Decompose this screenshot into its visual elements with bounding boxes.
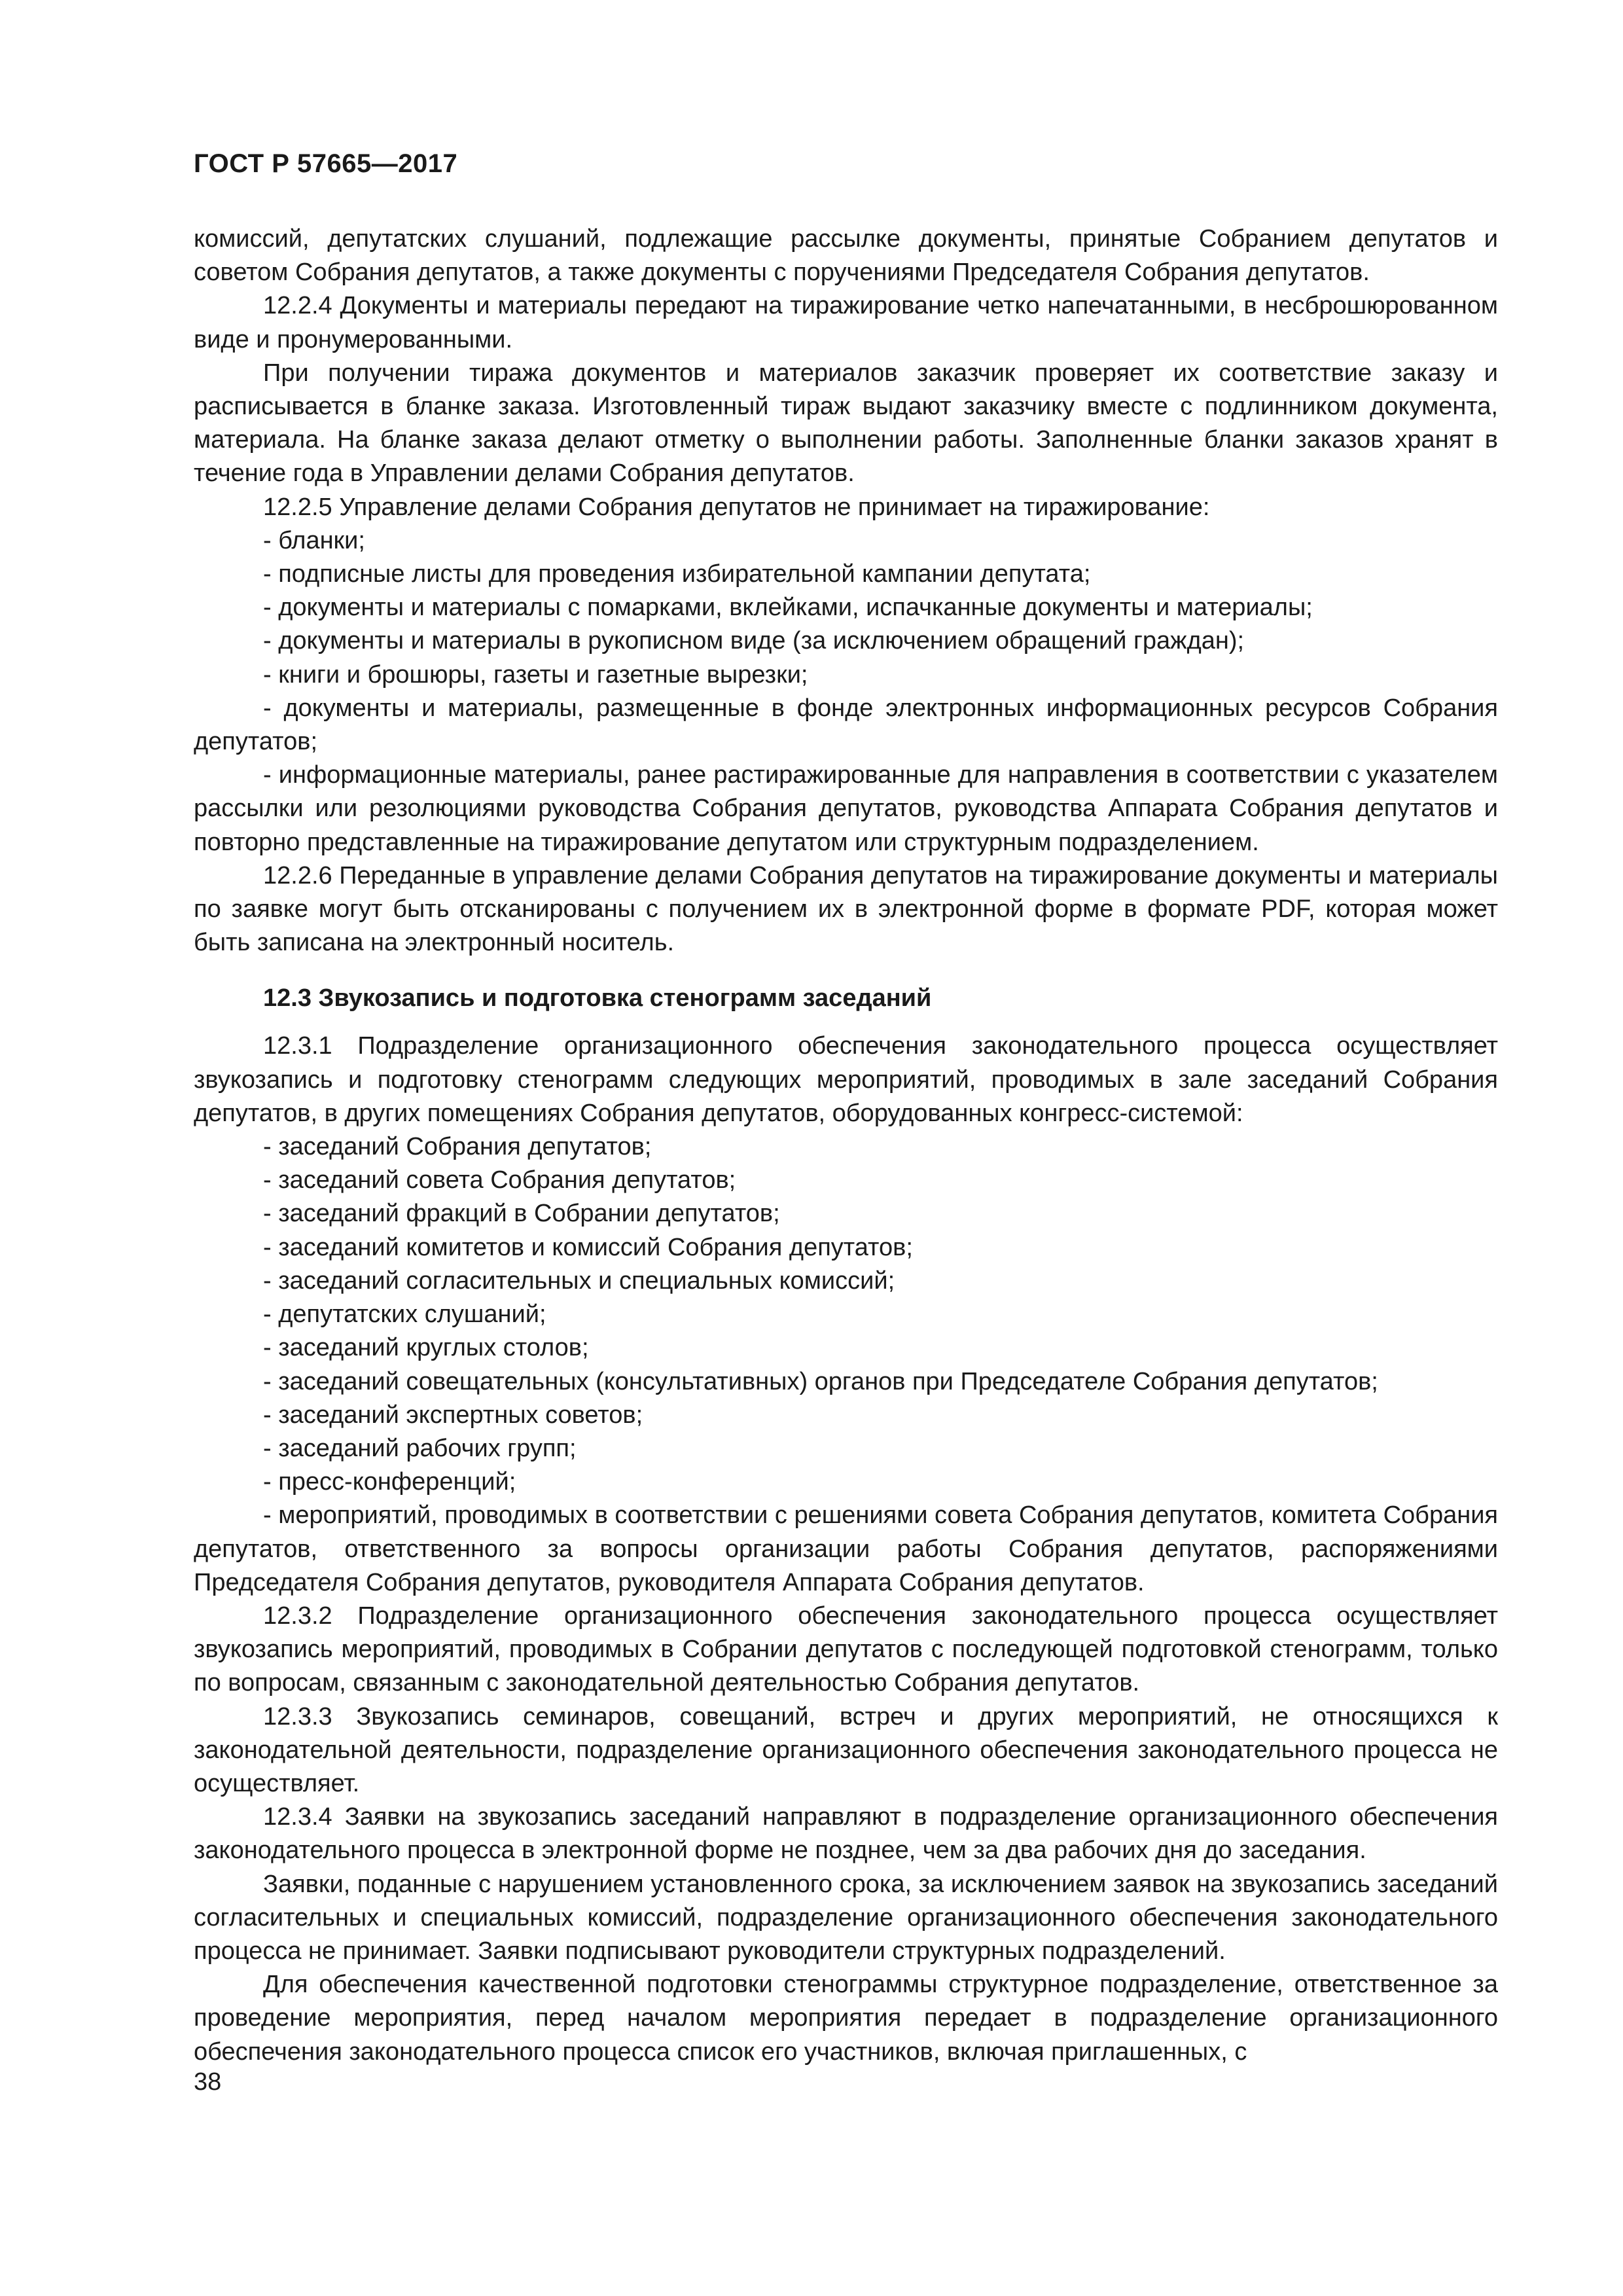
paragraph-12-2-5: 12.2.5 Управление делами Собрания депутатов не принимает на тиражирование: bbox=[263, 493, 1210, 521]
section-heading: 12.3 Звукозапись и подготовка стенограмм заседаний bbox=[263, 984, 932, 1013]
paragraph-12-3-2: 12.3.2 Подразделение организационного обеспечения законодательного процесса осуществляет звукозапись мероприятий, проводимых в Собрании депутатов с последующей подготовкой стенограмм, только по вопросам, связанным с законодательной деятельностью Собрания депутатов. bbox=[194, 1602, 1498, 1697]
paragraph-12-2-6: 12.2.6 Переданные в управление делами Собрания депутатов на тиражирование документы и материалы по заявке могут быть отсканированы с получением их в электронной форме в формате PDF, которая может быть записана на электронный носитель. bbox=[194, 861, 1498, 957]
paragraph: комиссий, депутатских слушаний, подлежащие рассылке документы, принятые Собранием депутатов и советом Собрания депутатов, а также документы с поручениями Председателя Собрания депутатов. bbox=[194, 225, 1498, 287]
list-item: - подписные листы для проведения избирательной кампании депутата; bbox=[263, 560, 1091, 588]
list-item: - депутатских слушаний; bbox=[263, 1300, 546, 1329]
list-item: - заседаний Собрания депутатов; bbox=[263, 1133, 652, 1161]
list-item: - заседаний фракций в Собрании депутатов; bbox=[263, 1200, 780, 1228]
list-item: - заседаний экспертных советов; bbox=[263, 1401, 643, 1429]
paragraph: Для обеспечения качественной подготовки стенограммы структурное подразделение, ответственное за проведение мероприятия, перед началом мероприятия передает в подразделение организационного обеспечения законодательного процесса список его участников, включая приглашенных, с bbox=[194, 1971, 1498, 2066]
list-item: - заседаний совещательных (консультативных) органов при Председателе Собрания депутатов; bbox=[263, 1367, 1378, 1395]
list-item: - документы и материалы с помарками, вклейками, испачканные документы и материалы; bbox=[263, 594, 1313, 622]
paragraph: Заявки, поданные с нарушением установленного срока, за исключением заявок на звукозапись заседаний согласительных и специальных комиссий, подразделение организационного обеспечения законодательного процесса не принимает. Заявки подписывают руководители структурных подразделений. bbox=[194, 1870, 1498, 1965]
list-item: - документы и материалы в рукописном виде (за исключением обращений граждан); bbox=[263, 627, 1245, 655]
paragraph-12-3-4: 12.3.4 Заявки на звукозапись заседаний направляют в подразделение организационного обеспечения законодательного процесса в электронной форме не позднее, чем за два рабочих дня до заседания. bbox=[194, 1803, 1498, 1865]
paragraph-12-3-1: 12.3.1 Подразделение организационного обеспечения законодательного процесса осуществляет звукозапись и подготовку стенограмм следующих мероприятий, проводимых в зале заседаний Собрания депутатов, в других помещениях Собрания депутатов, оборудованных конгресс-системой: bbox=[194, 1032, 1498, 1127]
paragraph-12-2-4: 12.2.4 Документы и материалы передают на тиражирование четко напечатанными, в несброшюрованном виде и пронумерованными. bbox=[194, 292, 1498, 353]
list-item: - бланки; bbox=[263, 526, 365, 554]
paragraph: При получении тиража документов и материалов заказчик проверяет их соответствие заказу и расписывается в бланке заказа. Изготовленный тираж выдают заказчику вместе с подлинником документа, материала. На бланке заказа делают отметку о выполнении работы. Заполненные бланки заказов хранят в течение года в Управлении делами Собрания депутатов. bbox=[194, 359, 1498, 488]
paragraph-12-3-3: 12.3.3 Звукозапись семинаров, совещаний, встреч и других мероприятий, не относящихся к законодательной деятельности, подразделение организационного обеспечения законодательного процесса не осуществляет. bbox=[194, 1702, 1498, 1797]
list-item: - информационные материалы, ранее растиражированные для направления в соответствии с указателем рассылки или резолюциями руководства Собрания депутатов, руководства Аппарата Собрания депутатов и повторно представленные на тиражирование депутатом или структурным подразделением. bbox=[194, 761, 1498, 856]
list-item: - заседаний согласительных и специальных комиссий; bbox=[263, 1266, 895, 1295]
page-number: 38 bbox=[194, 2068, 222, 2096]
list-item: - пресс-конференций; bbox=[263, 1468, 516, 1496]
document-body bbox=[194, 223, 1498, 2069]
document-header: ГОСТ Р 57665—2017 bbox=[194, 149, 458, 178]
list-item: - заседаний комитетов и комиссий Собрания депутатов; bbox=[263, 1233, 913, 1261]
list-item: - документы и материалы, размещенные в фонде электронных информационных ресурсов Собрания депутатов; bbox=[194, 694, 1498, 756]
list-item: - заседаний рабочих групп; bbox=[263, 1434, 577, 1462]
list-item: - заседаний круглых столов; bbox=[263, 1334, 589, 1362]
list-item: - книги и брошюры, газеты и газетные вырезки; bbox=[263, 660, 808, 689]
list-item: - мероприятий, проводимых в соответствии с решениями совета Собрания депутатов, комитета Собрания депутатов, ответственного за вопросы организации работы Собрания депутатов, распоряжениями Председателя Собрания депутатов, руководителя Аппарата Собрания депутатов. bbox=[194, 1501, 1498, 1596]
list-item: - заседаний совета Собрания депутатов; bbox=[263, 1166, 736, 1194]
